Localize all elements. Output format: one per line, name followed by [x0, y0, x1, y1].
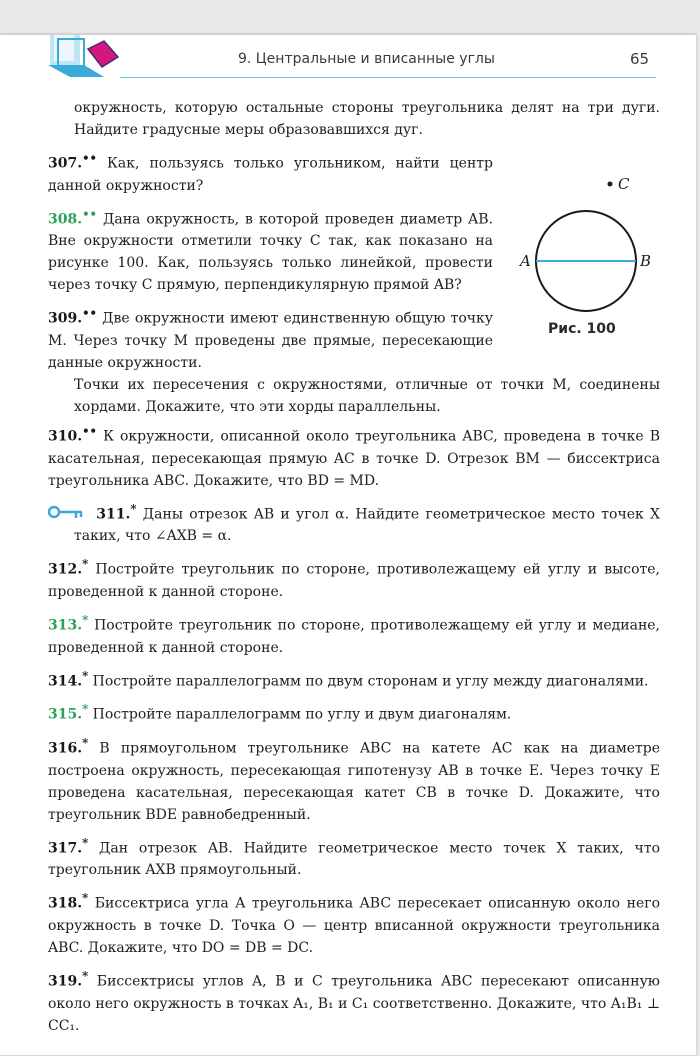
problem-310 [48, 420, 660, 492]
problem-318 [48, 887, 660, 959]
difficulty-mark: * [82, 612, 89, 627]
problem-309-second-part: Точки их пересечения с окружностями, отличные от точки M, соединены хордами. Докажите, что эти хорды параллельны. [74, 376, 660, 415]
problem-number: 312. [48, 561, 83, 578]
problem-text: Постройте параллелограмм по углу и двум диагоналям. [92, 706, 512, 723]
problem-309-first-part [48, 302, 493, 374]
problem-list [48, 97, 660, 1043]
problem-319 [48, 965, 660, 1037]
difficulty-mark: * [82, 702, 89, 717]
problem-text: Постройте треугольник по стороне, противолежащему ей углу и высоте, проведенной к данной стороне. [48, 561, 660, 600]
difficulty-mark: •• [82, 423, 98, 438]
difficulty-mark: * [82, 835, 89, 850]
problem-number: 317. [48, 840, 83, 857]
problem-text: Биссектрисы углов A, B и C треугольника ABC пересекают описанную около него окружность в точках A₁, B₁ и C₁ соответственно. Докажите, что A₁B₁ ⊥ CC₁. [48, 973, 660, 1034]
key-icon [48, 505, 86, 519]
problem-number: 314. [48, 673, 83, 690]
problem-text: В прямоугольном треугольнике ABC на катете AC как на диаметре построена окружность, пересекающая гипотенузу AB в точке E. Через точку E проведена касательная, пересекающая катет CB в точке D. Докажите, что треугольник BDE равнобедренный. [48, 740, 661, 823]
problem-text: Даны отрезок AB и угол α. Найдите геометрическое место точек X таких, что ∠AXB = α. [74, 506, 661, 545]
difficulty-mark: * [130, 501, 137, 516]
problem-text: Постройте треугольник по стороне, противолежащему ей углу и медиане, проведенной к данной стороне. [48, 617, 661, 656]
section-logo-icon [44, 35, 124, 81]
problem-309 [48, 302, 660, 418]
problem-number: 308. [48, 211, 83, 228]
problem-number: 316. [48, 740, 83, 757]
header-divider [120, 77, 656, 78]
difficulty-mark: * [82, 968, 89, 983]
problem-text: Постройте параллелограмм по двум сторонам и углу между диагоналями. [92, 673, 649, 690]
difficulty-mark: * [82, 557, 89, 572]
difficulty-mark: •• [82, 306, 98, 321]
problem-number: 318. [48, 895, 83, 912]
problem-number: 315. [48, 706, 83, 723]
problem-317 [48, 832, 660, 882]
problem-text: К окружности, описанной около треугольника ABC, проведена в точке B касательная, пересекающая прямую AC в точке D. Отрезок BM — биссектриса треугольника ABC. Докажите, что BD = MD. [48, 428, 660, 489]
page-number: 65 [630, 50, 650, 68]
problem-308 [48, 203, 493, 297]
difficulty-mark: * [82, 668, 89, 683]
problem-number: 307. [48, 155, 83, 172]
problem-315 [48, 698, 660, 726]
label-a: A [520, 252, 531, 270]
problem-316 [48, 732, 660, 826]
problem-number: 319. [48, 973, 83, 990]
problem-307 [48, 147, 493, 197]
problem-number: 310. [48, 428, 83, 445]
problem-text: Две окружности имеют единственную общую точку M. Через точку M проведены две прямые, пересекающие данные окружности. [48, 310, 493, 371]
label-c: C [618, 175, 630, 193]
problem-text: Дана окружность, в которой проведен диаметр AB. Вне окружности отметили точку C так, как показано на рисунке 100. Как, пользуясь только линейкой, провести через точку C прямую, перпендикулярную прямой AB? [48, 211, 493, 294]
label-b: B [640, 252, 652, 270]
difficulty-mark: * [82, 891, 89, 906]
intro-text: окружность, которую остальные стороны треугольника делят на три дуги. Найдите градусные меры образовавшихся дуг. [74, 100, 660, 138]
difficulty-mark: •• [82, 206, 98, 221]
problem-313 [48, 609, 660, 659]
problem-311 [48, 498, 660, 548]
problem-number: 311. [96, 506, 131, 523]
problem-text: Биссектриса угла A треугольника ABC пересекает описанную около него окружность в точке D. Точка O — центр вписанной окружности треугольника ABC. Докажите, что DO = DB = DC. [48, 895, 661, 956]
problem-text: Дан отрезок AB. Найдите геометрическое место точек X таких, что треугольник AXB прямоугольный. [48, 840, 660, 879]
problem-314 [48, 665, 660, 693]
problem-number: 313. [48, 617, 83, 634]
difficulty-mark: •• [82, 151, 98, 165]
figure-caption: Рис. 100 [548, 321, 616, 337]
problem-text: Как, пользуясь только угольником, найти центр данной окружности? [48, 155, 493, 194]
textbook-page [0, 34, 696, 1055]
problem-number: 309. [48, 310, 83, 327]
section-title: 9. Центральные и вписанные углы [238, 51, 495, 67]
problem-312 [48, 553, 660, 603]
difficulty-mark: * [82, 735, 89, 750]
